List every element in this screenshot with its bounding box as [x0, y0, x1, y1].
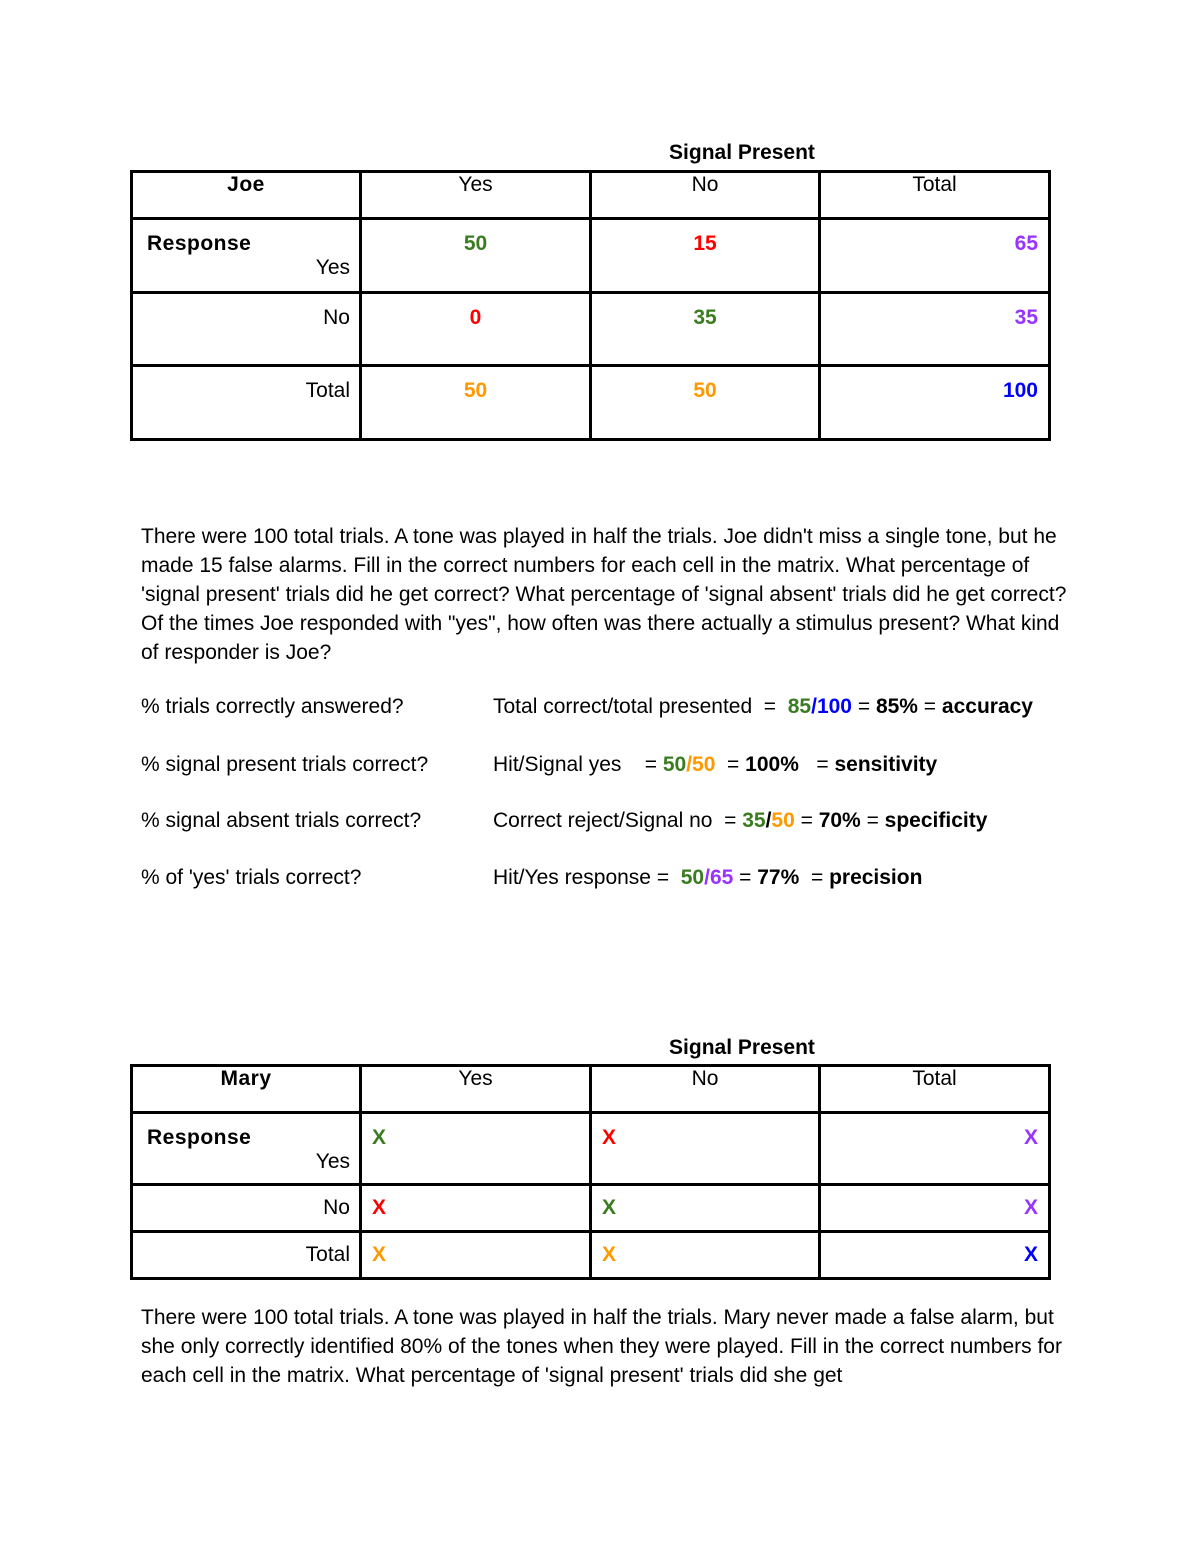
- mary-header-yes: Yes: [361, 1066, 591, 1113]
- joe-yes-total-value: 65: [1014, 232, 1038, 255]
- mary-yes-total-cell: X: [1023, 1126, 1038, 1149]
- joe-problem-paragraph: There were 100 total trials. A tone was played in half the trials. Joe didn't miss a single tone, but he made 15 false alarms. Fill in the correct numbers for each cell in the matrix. What percentage of 'signal present' trials did he get correct? What percentage of 'signal absent' trials did he get correct? Of the times Joe responded with "yes", how often was there actually a stimulus present? What kind of responder is Joe?: [141, 525, 1067, 664]
- mary-total-label: Total: [132, 1232, 361, 1279]
- answer-formula: Hit/Yes response = 50/65 = 77% = precision: [493, 866, 923, 889]
- mary-grand-total-cell: X: [1023, 1243, 1038, 1266]
- mary-response-label: Response: [147, 1126, 252, 1149]
- joe-header-total: Total: [820, 172, 1050, 219]
- mary-header-no: No: [591, 1066, 820, 1113]
- mary-correct-reject-cell: X: [602, 1196, 617, 1219]
- joe-row-total: [132, 366, 1050, 440]
- mary-name-cell: Mary: [132, 1066, 361, 1113]
- mary-false-alarm-cell: X: [602, 1126, 617, 1149]
- joe-no-total-value: 35: [1014, 306, 1038, 329]
- mary-matrix: [130, 1064, 1051, 1280]
- mary-no-total-cell: X: [1023, 1196, 1038, 1219]
- question-text: % signal absent trials correct?: [141, 809, 422, 832]
- mary-header-total: Total: [820, 1066, 1050, 1113]
- joe-matrix: [130, 170, 1051, 441]
- joe-no-label: No: [132, 293, 361, 366]
- question-text: % signal present trials correct?: [141, 753, 429, 776]
- mary-miss-cell: X: [372, 1196, 387, 1219]
- question-text: % trials correctly answered?: [141, 695, 404, 718]
- joe-row-yes-label: [132, 219, 361, 293]
- answer-formula: Hit/Signal yes = 50/50 = 100% = sensitivity: [493, 753, 938, 776]
- mary-problem-paragraph: There were 100 total trials. A tone was played in half the trials. Mary never made a false alarm, but she only correctly identified 80% of the tones when they were played. Fill in the correct numbers for each cell in the matrix. What percentage of 'signal present' trials did she get: [141, 1306, 1062, 1387]
- joe-signal-yes-total: 50: [463, 379, 488, 402]
- joe-section-title: Signal Present: [669, 141, 815, 164]
- mary-row-no: [132, 1185, 1050, 1232]
- joe-name-cell: Joe: [132, 172, 361, 219]
- joe-correct-reject-value: 35: [693, 306, 717, 329]
- joe-yes-label: Yes: [315, 256, 350, 279]
- question-text: % of 'yes' trials correct?: [141, 866, 362, 889]
- joe-header-yes: Yes: [361, 172, 591, 219]
- mary-no-label: No: [132, 1185, 361, 1232]
- joe-response-label: Response: [147, 232, 252, 255]
- mary-signal-yes-total-cell: X: [372, 1243, 387, 1266]
- joe-header-row: [132, 172, 1050, 219]
- answer-formula: Correct reject/Signal no = 35/50 = 70% = specificity: [493, 809, 988, 832]
- mary-row-yes: [132, 1113, 1050, 1185]
- joe-header-no: No: [591, 172, 820, 219]
- mary-hit-cell: X: [372, 1126, 387, 1149]
- mary-signal-no-total-cell: X: [602, 1243, 617, 1266]
- joe-hit-value: 50: [463, 232, 488, 255]
- joe-row-no: [132, 293, 1050, 366]
- mary-section-title: Signal Present: [669, 1036, 815, 1059]
- joe-grand-total: 100: [1002, 379, 1038, 402]
- joe-total-label: Total: [132, 366, 361, 440]
- mary-row-yes-label: [132, 1113, 361, 1185]
- joe-signal-no-total: 50: [693, 379, 717, 402]
- mary-row-total: [132, 1232, 1050, 1279]
- joe-row-yes: [132, 219, 1050, 293]
- joe-miss-value: 0: [469, 306, 482, 329]
- mary-yes-label: Yes: [315, 1150, 350, 1173]
- joe-false-alarm-value: 15: [693, 232, 717, 255]
- mary-header-row: [132, 1066, 1050, 1113]
- answer-formula: Total correct/total presented = 85/100 = 85% = accuracy: [493, 695, 1033, 718]
